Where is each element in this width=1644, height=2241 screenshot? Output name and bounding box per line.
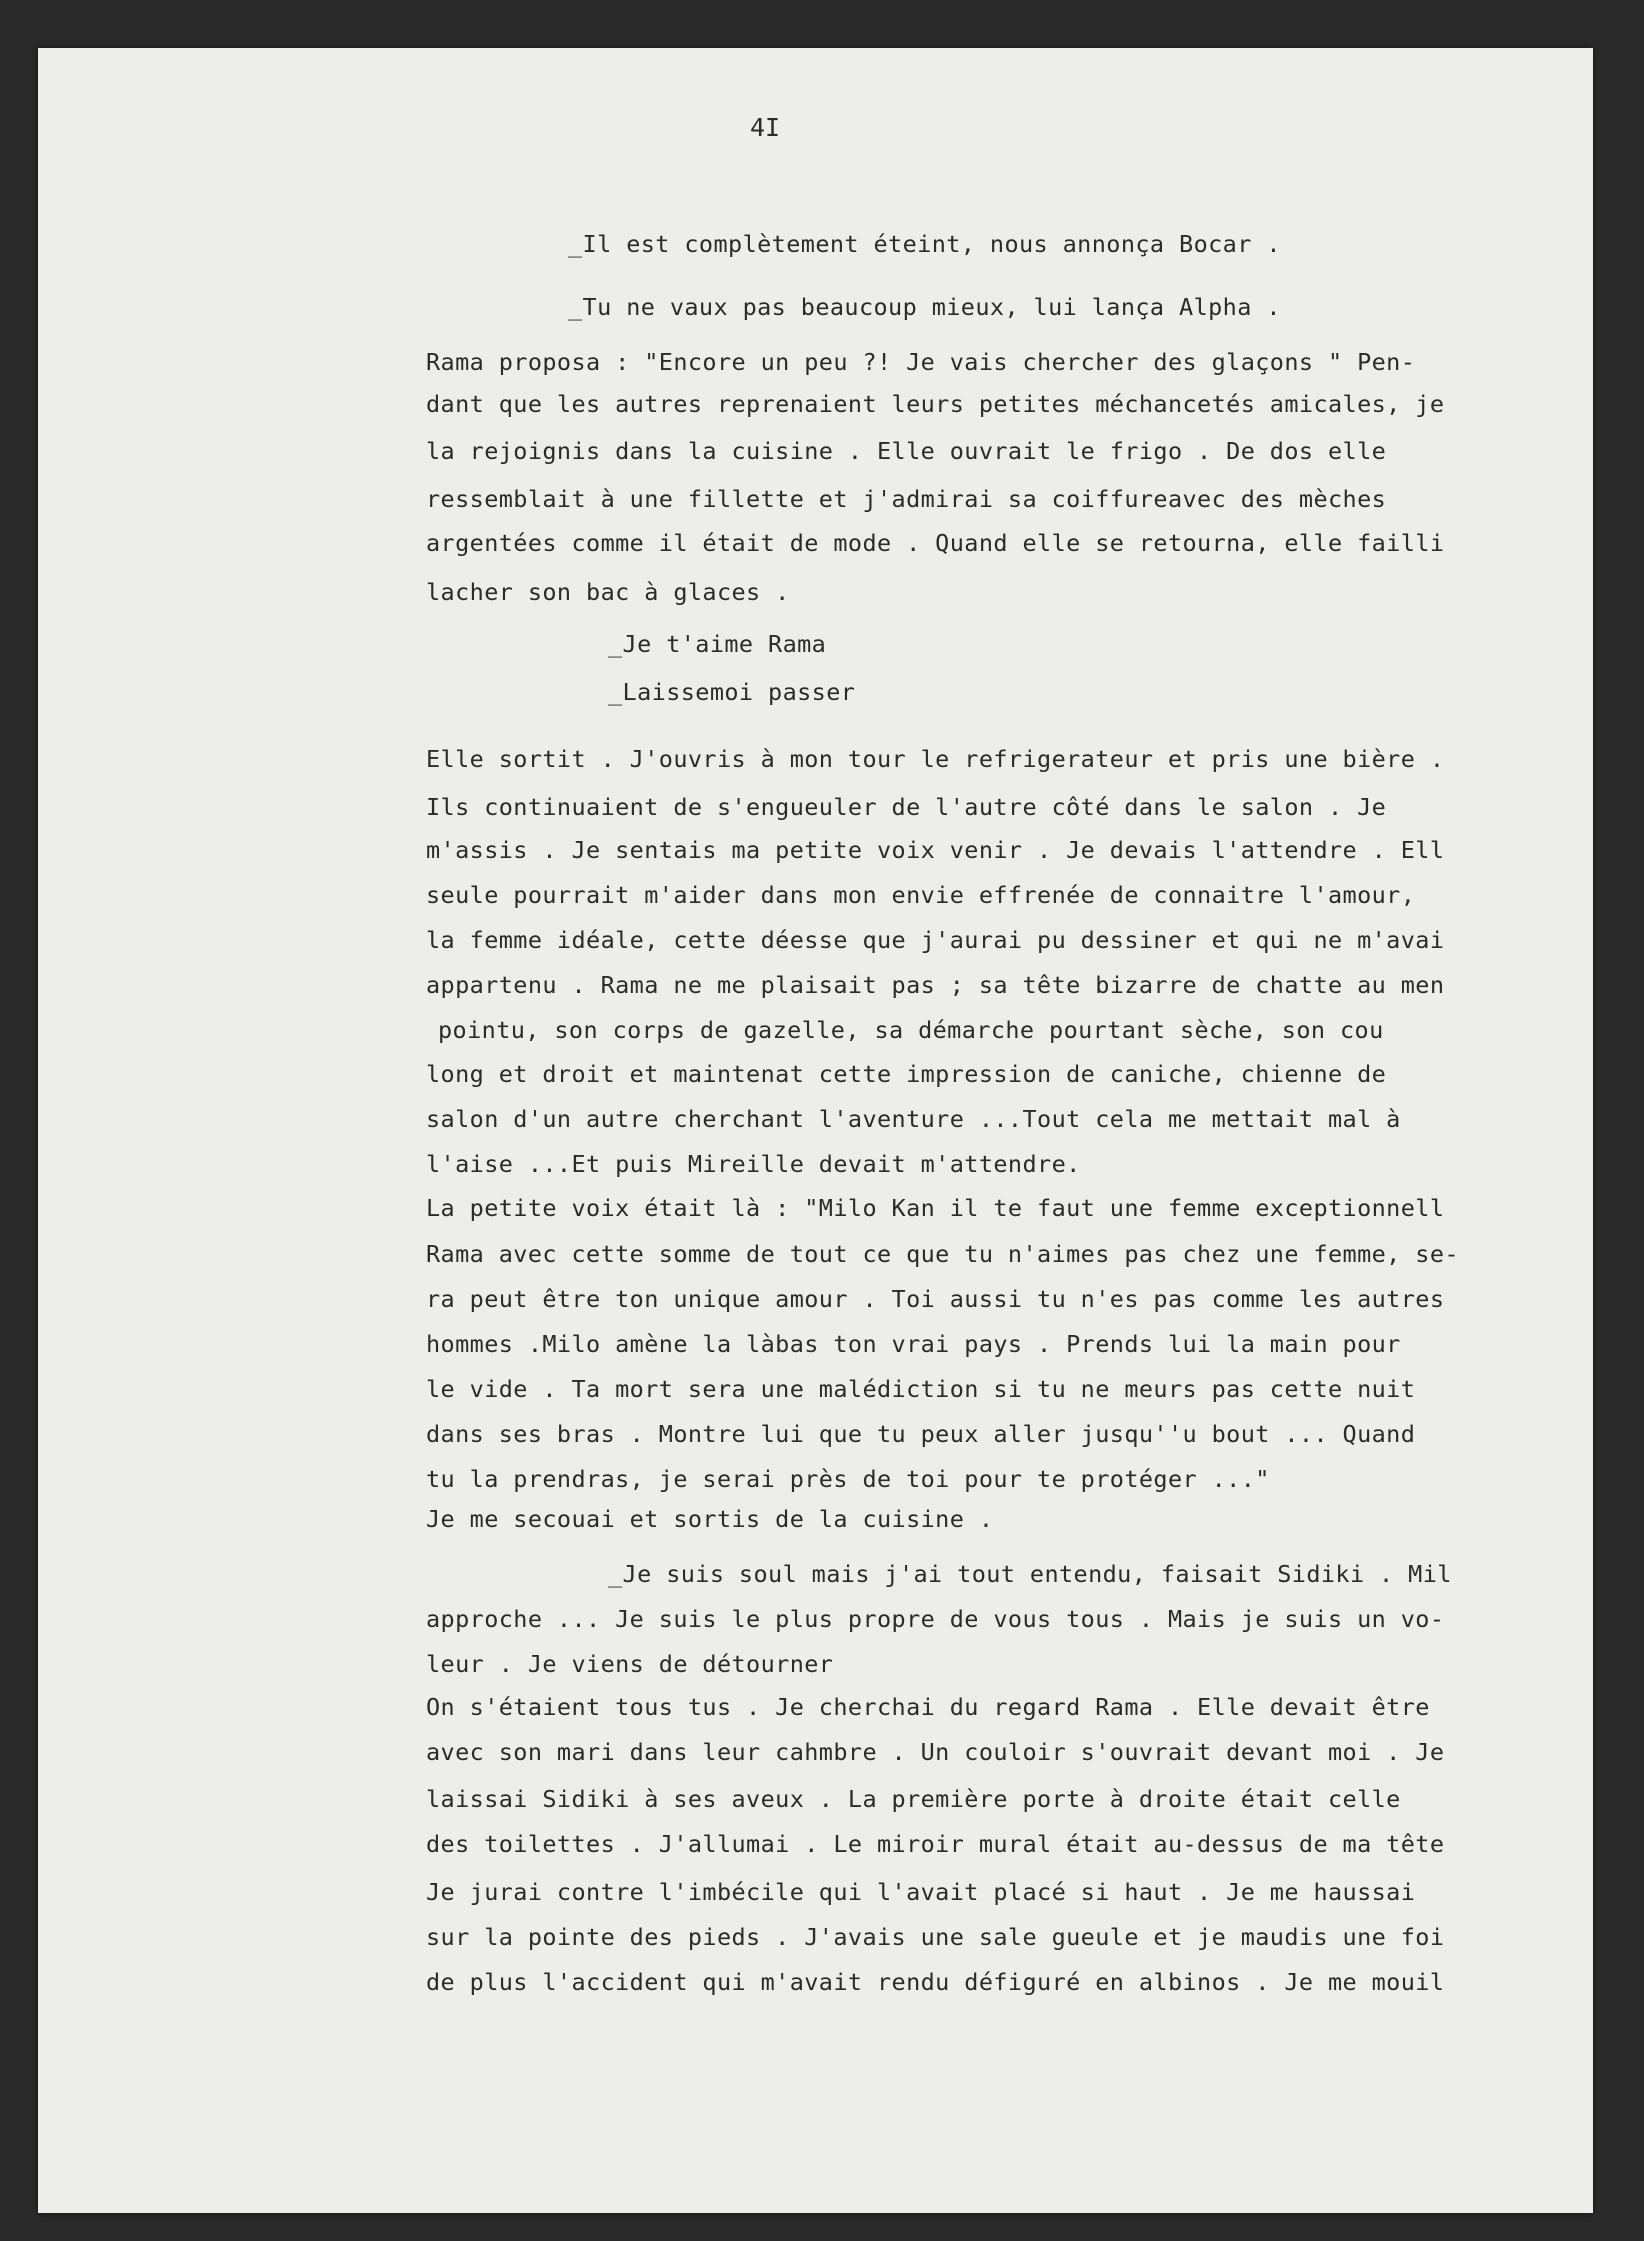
text-line: La petite voix était là : "Milo Kan il te faut une femme exceptionnell <box>426 1194 1445 1222</box>
text-line: Ils continuaient de s'engueuler de l'autre côté dans le salon . Je <box>426 793 1387 821</box>
text-line: la rejoignis dans la cuisine . Elle ouvrait le frigo . De dos elle <box>426 437 1387 465</box>
typed-page <box>38 48 1593 2213</box>
text-line: la femme idéale, cette déesse que j'aurai pu dessiner et qui ne m'avai <box>426 926 1445 954</box>
text-line: ressemblait à une fillette et j'admirai sa coiffureavec des mèches <box>426 485 1387 513</box>
text-line: Elle sortit . J'ouvris à mon tour le refrigerateur et pris une bière . <box>426 745 1445 773</box>
text-line: _Je t'aime Rama <box>608 630 827 658</box>
text-line: ra peut être ton unique amour . Toi aussi tu n'es pas comme les autres <box>426 1285 1445 1313</box>
text-line: Je jurai contre l'imbécile qui l'avait placé si haut . Je me haussai <box>426 1878 1416 1906</box>
text-line: Je me secouai et sortis de la cuisine . <box>426 1505 994 1533</box>
text-line: lacher son bac à glaces . <box>426 578 790 606</box>
text-line: dans ses bras . Montre lui que tu peux aller jusqu''u bout ... Quand <box>426 1420 1416 1448</box>
text-line: leur . Je viens de détourner <box>426 1650 834 1678</box>
page-number: 4I <box>750 113 781 142</box>
text-line: On s'étaient tous tus . Je cherchai du regard Rama . Elle devait être <box>426 1693 1430 1721</box>
text-line: de plus l'accident qui m'avait rendu défiguré en albinos . Je me mouil <box>426 1968 1445 1996</box>
text-line: l'aise ...Et puis Mireille devait m'attendre. <box>426 1150 1081 1178</box>
text-line: argentées comme il était de mode . Quand elle se retourna, elle failli <box>426 529 1445 557</box>
text-line: seule pourrait m'aider dans mon envie effrenée de connaitre l'amour, <box>426 881 1416 909</box>
text-line: appartenu . Rama ne me plaisait pas ; sa tête bizarre de chatte au men <box>426 971 1445 999</box>
text-line: _Il est complètement éteint, nous annonça Bocar . <box>568 230 1281 258</box>
text-line: laissai Sidiki à ses aveux . La première porte à droite était celle <box>426 1785 1401 1813</box>
text-line: des toilettes . J'allumai . Le miroir mural était au-dessus de ma tête <box>426 1830 1445 1858</box>
text-line: sur la pointe des pieds . J'avais une sale gueule et je maudis une foi <box>426 1923 1445 1951</box>
text-line: pointu, son corps de gazelle, sa démarche pourtant sèche, son cou <box>438 1016 1384 1044</box>
text-line: salon d'un autre cherchant l'aventure ...Tout cela me mettait mal à <box>426 1105 1401 1133</box>
text-line: _Tu ne vaux pas beaucoup mieux, lui lança Alpha . <box>568 293 1281 321</box>
text-line: tu la prendras, je serai près de toi pour te protéger ..." <box>426 1465 1270 1493</box>
text-line: _Je suis soul mais j'ai tout entendu, faisait Sidiki . Mil <box>608 1560 1452 1588</box>
text-line: Rama proposa : "Encore un peu ?! Je vais chercher des glaçons " Pen- <box>426 348 1416 376</box>
text-line: dant que les autres reprenaient leurs petites méchancetés amicales, je <box>426 390 1445 418</box>
text-line: long et droit et maintenat cette impression de caniche, chienne de <box>426 1060 1387 1088</box>
text-line: _Laissemoi passer <box>608 678 856 706</box>
text-line: approche ... Je suis le plus propre de vous tous . Mais je suis un vo- <box>426 1605 1445 1633</box>
text-line: Rama avec cette somme de tout ce que tu n'aimes pas chez une femme, se- <box>426 1240 1459 1268</box>
text-line: m'assis . Je sentais ma petite voix venir . Je devais l'attendre . Ell <box>426 836 1445 864</box>
text-line: hommes .Milo amène la làbas ton vrai pays . Prends lui la main pour <box>426 1330 1401 1358</box>
text-line: le vide . Ta mort sera une malédiction si tu ne meurs pas cette nuit <box>426 1375 1416 1403</box>
text-line: avec son mari dans leur cahmbre . Un couloir s'ouvrait devant moi . Je <box>426 1738 1445 1766</box>
